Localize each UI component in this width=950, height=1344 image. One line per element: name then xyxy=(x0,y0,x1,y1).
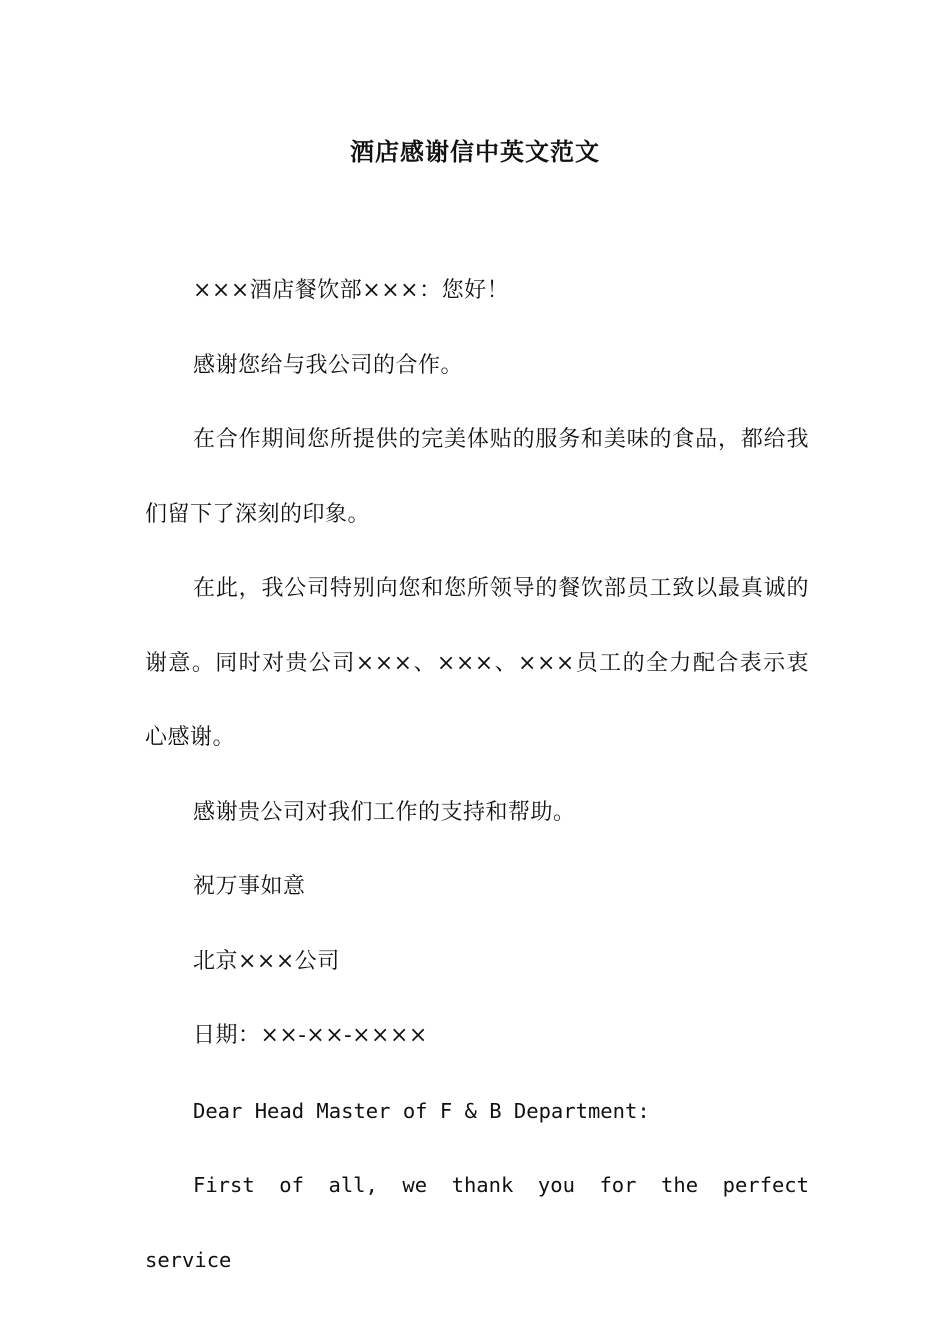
english-first-paragraph: First of all, we thank you for the perfect service xyxy=(145,1173,809,1272)
service-impression-paragraph: 在合作期间您所提供的完美体贴的服务和美味的食品，都给我们留下了深刻的印象。 xyxy=(145,427,809,527)
date-line: 日期：××-××-×××× xyxy=(193,1023,428,1048)
salutation-paragraph: ×××酒店餐饮部×××：您好！ xyxy=(193,278,510,303)
document-title: 酒店感谢信中英文范文 xyxy=(350,137,600,166)
thanks-cooperation-paragraph: 感谢您给与我公司的合作。 xyxy=(193,352,464,378)
signature-company: 北京×××公司 xyxy=(193,948,340,974)
english-salutation: Dear Head Master of F & B Department: xyxy=(193,1098,650,1123)
letter-body xyxy=(145,254,809,1297)
closing-wish: 祝万事如意 xyxy=(193,874,306,899)
sincere-gratitude-paragraph: 在此，我公司特别向您和您所领导的餐饮部员工致以最真诚的谢意。同时对贵公司×××、×××、×××员工的全力配合表示衷心感谢。 xyxy=(145,576,809,750)
support-thanks-paragraph: 感谢贵公司对我们工作的支持和帮助。 xyxy=(193,799,576,825)
